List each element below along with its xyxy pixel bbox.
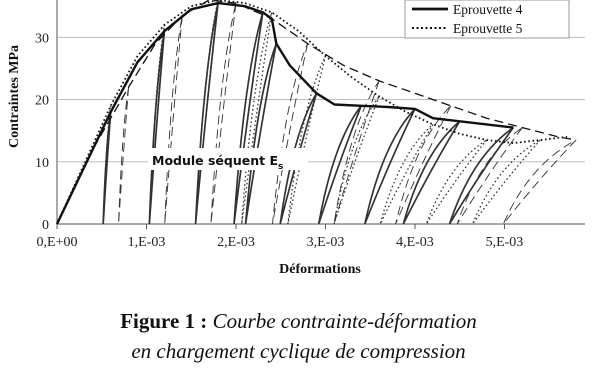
x-tick-label: 4,E-03 — [396, 235, 434, 250]
y-axis-label: Contraintes MPa — [7, 44, 22, 148]
y-tick-label: 30 — [35, 31, 49, 47]
x-tick-label: 0,E+00 — [36, 235, 78, 250]
caption-text-1: Courbe contrainte-déformation — [207, 309, 477, 333]
x-tick-label: 3,E-03 — [306, 235, 345, 250]
series-1-cycle-loop — [473, 140, 541, 224]
series-1-cycle-loop — [288, 56, 326, 224]
y-tick-label: 20 — [35, 93, 49, 109]
caption-text-2: en chargement cyclique de compression — [131, 339, 466, 363]
legend — [405, 0, 569, 38]
series-0-cycle-loop — [365, 109, 415, 224]
x-tick-label: 1,E-03 — [127, 235, 166, 250]
legend-item-eprouvette-5: Eprouvette 5 — [453, 21, 523, 36]
y-tick-label: 10 — [35, 155, 49, 171]
series-0-cycle-loop — [319, 106, 362, 224]
annotation — [148, 148, 308, 172]
series-0-cycle-loop — [149, 31, 164, 224]
series-0-cycle-loop — [403, 121, 459, 224]
caption-line-1 — [0, 306, 597, 336]
series-1-cycle-loop — [242, 12, 272, 224]
caption-line-2 — [0, 336, 597, 366]
x-axis-label: Déformations — [279, 262, 361, 277]
y-tick-label: 0 — [42, 218, 49, 233]
series-2-cycle-loop — [119, 87, 129, 224]
series-2-cycle-loop — [457, 128, 522, 224]
caption-label: Figure 1 : — [120, 309, 208, 333]
series-2-cycle-loop — [272, 44, 307, 224]
series-1-cycle-loop — [380, 124, 433, 224]
annotation-subscript: s — [278, 162, 284, 172]
figure-caption — [0, 306, 597, 366]
series-2-cycle-loop — [503, 140, 576, 224]
legend-item-eprouvette-4: Eprouvette 4 — [453, 2, 523, 17]
series-2-cycle-loop — [334, 81, 379, 224]
annotation-main: Module séquent E — [152, 153, 278, 168]
series-2-cycle-loop — [165, 16, 183, 224]
x-tick-label: 2,E-03 — [217, 235, 255, 250]
x-tick-label: 5,E-03 — [485, 235, 524, 250]
